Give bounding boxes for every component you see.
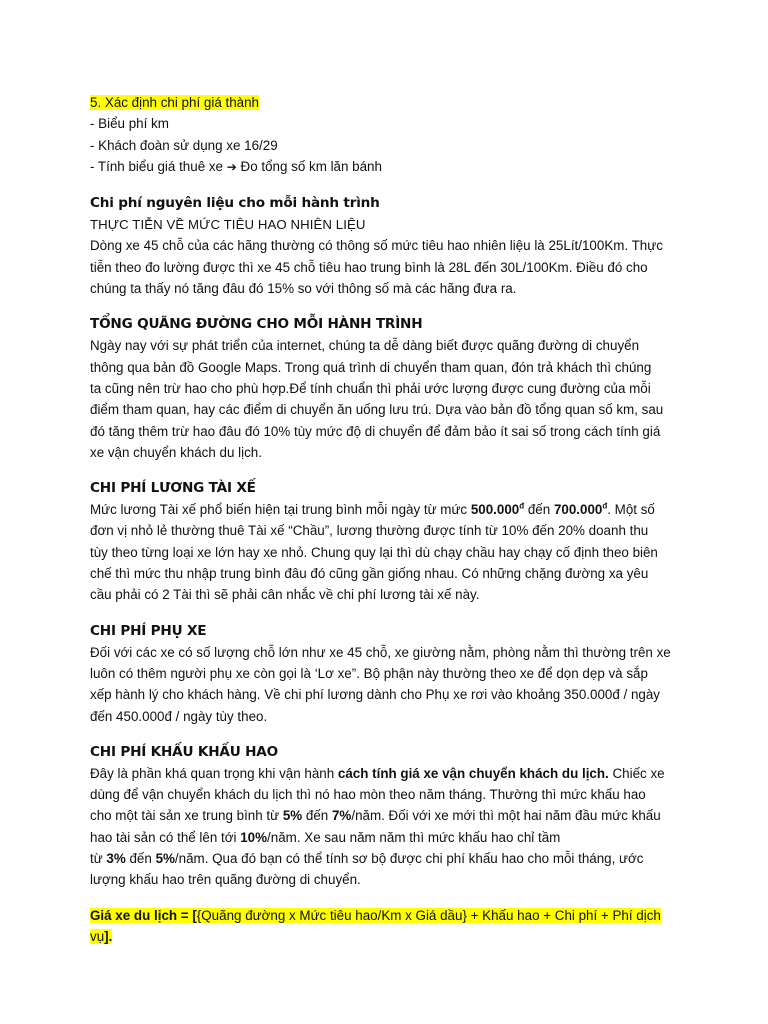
- intro-bullet: [90, 156, 678, 178]
- distance-section: [90, 314, 678, 463]
- paragraph-line: chúng ta thấy nó tăng đâu đó 15% so với thông số mà các hãng đưa ra.: [90, 281, 517, 297]
- paragraph-line: đến 450.000đ / ngày tùy theo.: [90, 708, 268, 724]
- formula-close: ].: [104, 929, 113, 945]
- bullet-text: Đo tổng số km lăn bánh: [236, 158, 382, 174]
- rate-value: 5%: [155, 851, 175, 867]
- text-run: đến: [302, 808, 332, 824]
- distance-heading: TỔNG QUÃNG ĐƯỜNG CHO MỖI HÀNH TRÌNH: [90, 316, 423, 333]
- fuel-subheading: THỰC TIỄN VỀ MỨC TIÊU HAO NHIÊN LIỆU: [90, 217, 366, 233]
- depreciation-section: [90, 742, 678, 891]
- rate-value: 7%: [331, 808, 352, 824]
- intro-section: [90, 92, 678, 178]
- paragraph-line: cầu phải có 2 Tài thì sẽ phải cân nhắc về chi phí lương tài xế này.: [90, 587, 480, 603]
- paragraph-line: đơn vị nhỏ lẻ thường thuê Tài xế “Chầu”, lương thường được tính từ 10% đến 20% doanh thu: [90, 523, 649, 539]
- fuel-section: [90, 193, 678, 299]
- formula-label: Giá xe du lịch = [: [90, 907, 197, 923]
- text-run: cho một tài sản xe trung bình từ: [90, 808, 283, 824]
- rate-value: 10%: [240, 829, 268, 845]
- paragraph-line: chế thì mức thu nhập trung bình đâu đó cũng gần giống nhau. Có những chặng đường xa yêu: [90, 566, 649, 582]
- text-run: hao tài sản có thể lên tới: [90, 829, 241, 845]
- driver-heading: CHI PHÍ LƯƠNG TÀI XẾ: [90, 480, 256, 497]
- paragraph-line: ta cũng nên trừ hao cho phù hợp.Để tính chuẩn thì phải ước lượng được cung đường của mỗi: [90, 380, 651, 396]
- intro-bullet: - Khách đoàn sử dụng xe 16/29: [90, 137, 278, 153]
- fuel-heading: Chi phí nguyên liệu cho mỗi hành trình: [90, 195, 380, 212]
- paragraph-line: luôn có thêm người phụ xe còn gọi là ‘Lơ xe”. Bộ phận này thường theo xe để dọn dẹp và sắp: [90, 665, 648, 681]
- arrow-right-icon: ➔: [226, 159, 237, 174]
- paragraph-line: [90, 848, 678, 869]
- text-run: Mức lương Tài xế phổ biến hiện tại trung bình mỗi ngày từ mức: [90, 502, 471, 518]
- rate-value: 3%: [106, 851, 126, 867]
- paragraph-line: thông qua bản đồ Google Maps. Trong quá trình di chuyển tham quan, đón trả khách thì chúng: [90, 359, 652, 375]
- text-run: đến: [125, 851, 156, 867]
- formula-body: {Quãng đường x Mức tiêu hao/Km x Giá dầu} + Khấu hao + Chi phí + Phí dịch: [196, 907, 661, 923]
- salary-min: 500.000: [470, 502, 520, 518]
- intro-title: 5. Xác định chi phí giá thành: [90, 95, 259, 110]
- intro-bullet: - Biểu phí km: [90, 116, 169, 132]
- text-run: đến: [524, 502, 554, 518]
- text-run: Đây là phần khá quan trọng khi vận hành: [90, 765, 338, 781]
- depreciation-heading: CHI PHÍ KHẤU KHẤU HAO: [90, 743, 278, 760]
- paragraph-line: Dòng xe 45 chỗ của các hãng thường có thông số mức tiêu hao nhiên liệu là 25Lít/100Km. Thực: [90, 238, 663, 254]
- text-run: từ: [90, 851, 107, 867]
- paragraph-line: lượng khấu hao trên quãng đường di chuyển.: [90, 872, 361, 888]
- bold-phrase: cách tính giá xe vận chuyển khách du lịch.: [337, 765, 609, 781]
- paragraph-line: xe vận chuyển khách du lịch.: [90, 444, 262, 460]
- driver-section: [90, 478, 678, 605]
- paragraph-line: xếp hành lý cho khách hàng. Về chi phí lương dành cho Phụ xe rơi vào khoảng 350.000đ / ngày: [90, 687, 660, 703]
- rate-value: 5%: [282, 808, 303, 824]
- paragraph-line: tiễn theo đo lường được thì xe 45 chỗ tiêu hao trung bình là 28L đến 30L/100Km. Điều đó cho: [90, 259, 648, 275]
- paragraph-line: tùy theo từng loại xe lớn hay xe nhỏ. Chung quy lại thì dù chạy chầu hay chạy cố định theo biên: [90, 544, 658, 560]
- text-run: Chiếc xe: [608, 765, 665, 781]
- paragraph-line: [90, 763, 678, 784]
- paragraph-line: [90, 827, 678, 848]
- assistant-heading: CHI PHÍ PHỤ XE: [90, 622, 207, 639]
- paragraph-line: dùng để vận chuyển khách du lịch thì nó hao mòn theo năm tháng. Thường thì mức khấu hao: [90, 787, 646, 803]
- currency-sup: đ: [602, 501, 608, 511]
- paragraph-line: điểm tham quan, hay các điểm di chuyển ăn uống lưu trú. Dựa vào bản đồ tổng quan số km, sau: [90, 402, 664, 418]
- formula-body: vụ: [90, 929, 105, 945]
- text-run: /năm. Qua đó bạn có thể tính sơ bộ được chi phí khấu hao cho mỗi tháng, ước: [174, 851, 644, 867]
- text-run: . Một số: [607, 502, 655, 518]
- salary-max: 700.000: [553, 502, 603, 518]
- assistant-section: [90, 621, 678, 727]
- paragraph-line: Ngày nay với sự phát triển của internet, chúng ta dễ dàng biết được quãng đường di chuyển: [90, 338, 640, 354]
- text-run: /năm. Đối với xe mới thì một hai năm đầu mức khấu: [351, 808, 661, 824]
- paragraph-line: [90, 805, 678, 826]
- document-page: [90, 92, 678, 948]
- paragraph-line: đó tăng thêm trừ hao đâu đó 10% tùy mức độ di chuyển để đảm bảo ít sai số trong cách tính giá: [90, 423, 661, 439]
- paragraph-line: Đối với các xe có số lượng chỗ lớn như xe 45 chỗ, xe giường nằm, phòng nằm thì thường trên xe: [90, 644, 671, 660]
- currency-sup: đ: [519, 501, 525, 511]
- paragraph-line: [90, 499, 678, 520]
- bullet-text: - Tính biểu giá thuê xe: [90, 158, 227, 174]
- price-formula: [90, 905, 678, 948]
- text-run: /năm. Xe sau năm năm thì mức khấu hao chỉ tầm: [267, 829, 561, 845]
